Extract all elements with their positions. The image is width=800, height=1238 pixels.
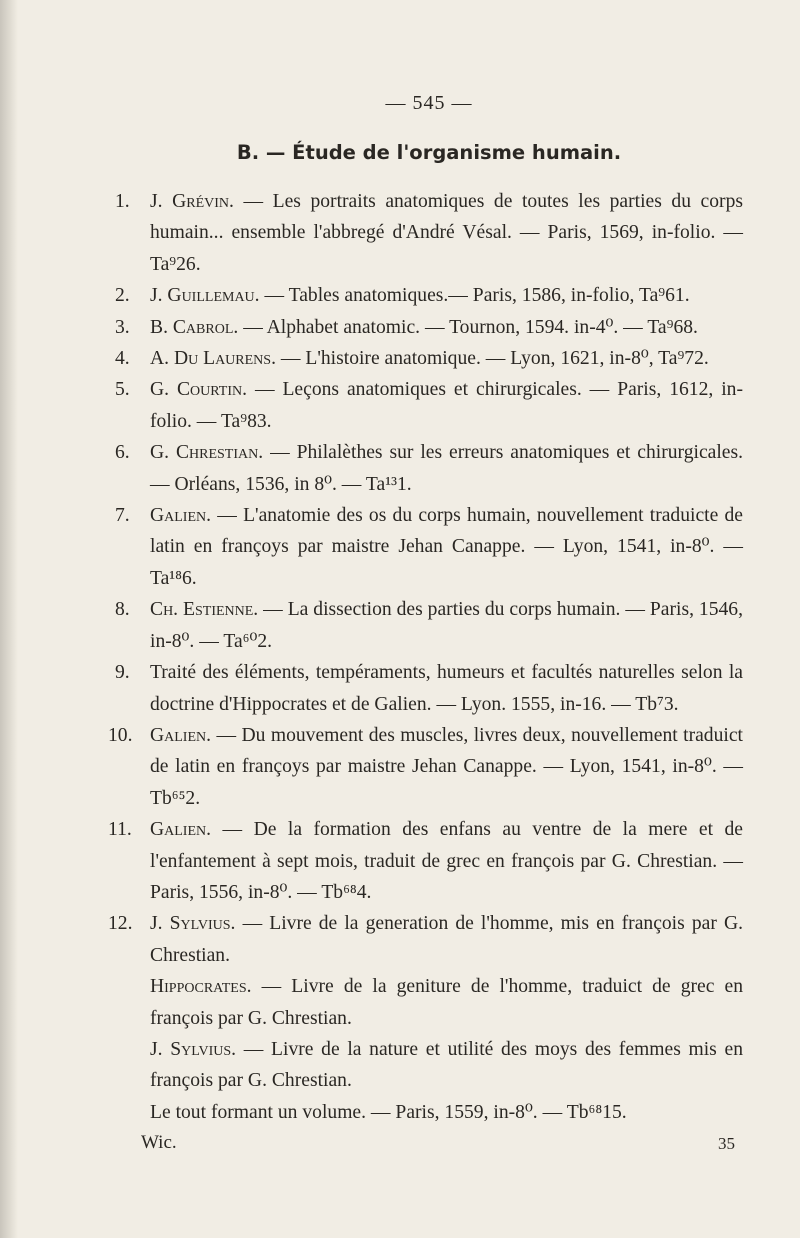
entry-author: G. Chrestian. [150,442,264,464]
entry-number: 5. [115,379,130,401]
entry-number: 3. [115,316,130,338]
entry-text: Traité des éléments, tempéraments, humeurs et facultés naturelles selon la doctrine d'Hippocrates et de Galien. — Lyon. 1555, in-16. — Tb⁷3. [150,662,743,715]
entry-author: Galien. [150,724,212,746]
page-folio: — 545 — [385,92,473,114]
bibliography-entry [115,312,743,343]
entry-text: — Philalèthes sur les erreurs anatomiques et chirurgicales. — Orléans, 1536, in 8⁰. — Ta¹³1. [150,442,744,495]
entry-text: — Du mouvement des muscles, livres deux, nouvellement traduict de latin en françoys par maistre Jehan Canappe. — Lyon, 1541, in-8⁰. — Tb⁶⁵2. [150,724,743,809]
bibliography-list [108,186,744,908]
entry-number: 1. [115,191,130,212]
entry-author: G. Courtin. [150,379,247,401]
bibliography-entry-12 [108,908,743,1128]
entry-number: 7. [115,505,130,527]
entry-part [150,971,743,1034]
entry-author: A. Du Laurens. [150,348,276,370]
bibliography-entry [108,720,743,814]
printer-signature: Wic. [141,1132,177,1154]
entry-author: Ch. Estienne. [150,599,259,621]
entry-author: Hippocrates. [150,976,252,998]
bibliography-entry [108,814,743,908]
book-page [108,92,744,1162]
entry-number: 2. [115,285,130,307]
entry-number: 10. [108,724,133,746]
page-edge-shadow [0,0,18,1238]
entry-number: 4. [115,348,130,370]
entry-text: — Les portraits anatomiques de toutes les parties du corps humain... ensemble l'abbregé d'André Vésal. — Paris, 1569, in-folio. — Ta⁹26. [150,191,743,275]
entry-number: 11. [108,819,132,841]
bibliography-entry [115,437,743,500]
entry-text: — Livre de la nature et utilité des moys des femmes mis en françois par G. Chrestian. [150,1038,743,1092]
entry-number: 8. [115,599,130,621]
entry-text: — De la formation des enfans au ventre de la mere et de l'enfantement à sept mois, traduit de grec en françois par G. Chrestian. — Paris, 1556, in-8⁰. — Tb⁶⁸4. [150,819,743,903]
entry-author: J. Sylvius. [150,913,236,935]
entry-author: Galien. [150,819,212,841]
entry-author: Galien. [150,505,212,527]
section-title: B. — Étude de l'organisme humain. [236,141,622,164]
bibliography-entry [115,374,743,437]
bibliography-entry [115,657,743,720]
entry-author: J. Guillemau. [150,285,260,307]
bibliography-entry [115,594,743,657]
entry-part [150,908,743,971]
entry-number: 9. [115,662,130,684]
entry-author: J. Sylvius. [150,1038,237,1060]
entry-number: 6. [115,442,130,464]
entry-text: — Livre de la geniture de l'homme, traduict de grec en françois par G. Chrestian. [150,976,743,1029]
entry-text: Le tout formant un volume. — Paris, 1559, in-8⁰. — Tb⁶⁸15. [150,1101,627,1123]
entry-text: — L'anatomie des os du corps humain, nouvellement traduicte de latin en françoys par maistre Jehan Canappe. — Lyon, 1541, in-8⁰. — Ta¹⁸6. [150,505,743,589]
bibliography-entry [115,343,743,374]
entry-text: — Leçons anatomiques et chirurgicales. — Paris, 1612, in-folio. — Ta⁹83. [150,379,743,432]
entry-part [150,1034,743,1097]
entry-text: — L'histoire anatomique. — Lyon, 1621, in-8⁰, Ta⁹72. [280,348,709,370]
bibliography-entry [115,280,743,311]
entry-number: 12. [108,913,133,935]
sheet-number: 35 [718,1134,735,1154]
entry-author: J. Grévin. [150,191,234,212]
bibliography-entry [115,500,743,594]
entry-text: — Livre de la generation de l'homme, mis en françois par G. Chrestian. [150,913,743,966]
entry-text: — Tables anatomiques.— Paris, 1586, in-folio, Ta⁹61. [264,285,690,307]
entry-author: B. Cabrol. [150,316,239,338]
entry-text: — Alphabet anatomic. — Tournon, 1594. in-4⁰. — Ta⁹68. [243,316,698,338]
entry-text: — La dissection des parties du corps humain. — Paris, 1546, in-8⁰. — Ta⁶⁰2. [150,599,744,652]
entry-part [150,1097,743,1128]
bibliography-entry [115,186,743,280]
page-footer [115,1132,743,1162]
